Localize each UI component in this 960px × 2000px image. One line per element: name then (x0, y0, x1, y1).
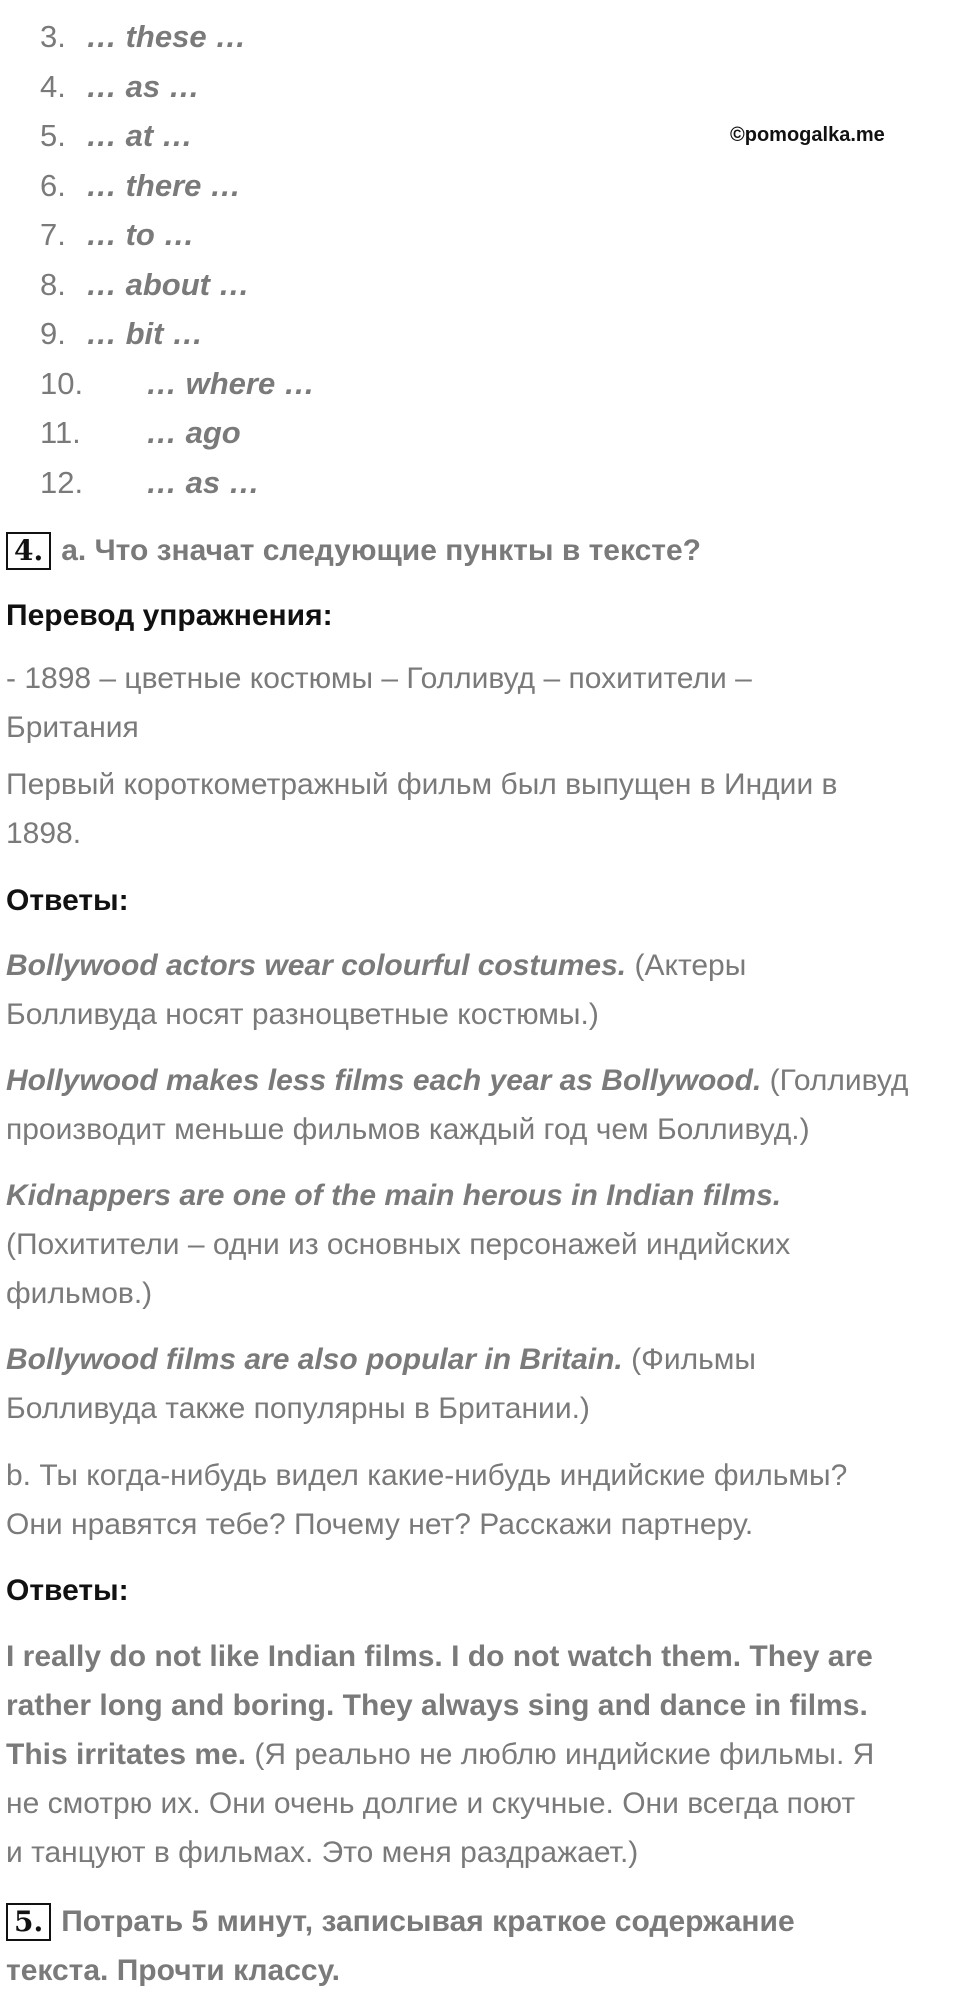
answers-b-heading: Ответы: (6, 1574, 129, 1607)
word-list (40, 12, 315, 507)
list-item-number: 7. (40, 217, 66, 252)
answer-b-line: I really do not like Indian films. I do not watch them. They are (6, 1640, 873, 1673)
list-item-text: … about … (86, 266, 250, 302)
task-5-title-line2: текста. Прочти классу. (6, 1954, 340, 1987)
watermark: ©pomogalka.me (730, 124, 885, 146)
answer-b-line (6, 1730, 952, 1779)
answers-heading: Ответы: (6, 884, 129, 917)
translation-heading: Перевод упражнения: (6, 599, 333, 632)
answer-b-line: rather long and boring. They always sing and dance in films. (6, 1689, 868, 1722)
translation-line: - 1898 – цветные костюмы – Голливуд – похитители – (6, 662, 752, 695)
list-item-number: 5. (40, 118, 66, 153)
answer-line: Болливуда также популярны в Британии.) (6, 1392, 590, 1425)
answer-b-line: не смотрю их. Они очень долгие и скучные. Они всегда поют (6, 1787, 856, 1820)
translation-line: Первый короткометражный фильм был выпущен в Индии в (6, 768, 838, 801)
list-item-text: … as … (86, 68, 200, 104)
task-5-header (6, 1897, 952, 1946)
answer-line (6, 941, 952, 990)
task-5-title: Потрать 5 минут, записывая краткое содержание (61, 1905, 795, 1938)
list-item (40, 12, 315, 62)
answer-en: Bollywood films are also popular in Britain. (6, 1343, 623, 1376)
list-item-text: … where … (146, 365, 315, 401)
list-item-text: … bit … (86, 316, 204, 351)
list-item-number: 4. (40, 68, 66, 104)
list-item-number: 6. (40, 167, 66, 203)
list-item (40, 111, 315, 161)
list-item-text: … there … (86, 167, 242, 203)
answer-ru: (Фильмы (622, 1343, 756, 1376)
answer-line: (Похитители – одни из основных персонажей индийских (6, 1228, 791, 1261)
task-4-number: 4. (6, 532, 51, 570)
task-5-number: 5. (6, 1903, 51, 1941)
answer-b-line: и танцуют в фильмах. Это меня раздражает.) (6, 1836, 639, 1869)
list-item (40, 458, 315, 508)
answer-ru: (Актеры (626, 949, 747, 982)
list-item (40, 359, 315, 409)
answer-en: Bollywood actors wear colourful costumes. (6, 949, 627, 982)
answer-b-ru: (Я реально не люблю индийские фильмы. Я (246, 1738, 875, 1771)
answer-b-en: This irritates me. (6, 1738, 247, 1771)
list-item-text: … at … (86, 118, 193, 153)
answer-line: фильмов.) (6, 1277, 153, 1310)
list-item-text: … as … (146, 464, 260, 500)
list-item-number: 3. (40, 19, 66, 54)
list-item-text: … ago (146, 415, 241, 450)
list-item (40, 408, 315, 458)
part-b-line: Они нравятся тебе? Почему нет? Расскажи партнеру. (6, 1508, 754, 1541)
list-item (40, 210, 315, 260)
task-4-title: a. Что значат следующие пункты в тексте? (61, 534, 701, 567)
part-b-line: b. Ты когда-нибудь видел какие-нибудь индийские фильмы? (6, 1459, 848, 1492)
list-item-number: 12. (40, 464, 84, 500)
list-item (40, 62, 315, 112)
answer-line: производит меньше фильмов каждый год чем Болливуд.) (6, 1113, 810, 1146)
list-item (40, 260, 315, 310)
list-item (40, 161, 315, 211)
list-item-number: 9. (40, 316, 66, 351)
answer-en: Hollywood makes less films each year as Bollywood. (6, 1064, 762, 1097)
translation-line: 1898. (6, 817, 82, 850)
list-item-text: … these … (86, 19, 247, 54)
answer-line (6, 1335, 952, 1384)
list-item-number: 10. (40, 365, 84, 401)
answer-line: Болливуда носят разноцветные костюмы.) (6, 998, 599, 1031)
answer-line (6, 1056, 952, 1105)
answer-ru: (Голливуд (761, 1064, 909, 1097)
list-item-number: 11. (40, 415, 81, 450)
list-item-text: … to … (86, 217, 195, 252)
answer-en: Kidnappers are one of the main herous in Indian films. (6, 1179, 782, 1212)
list-item (40, 309, 315, 359)
task-4-header (6, 526, 952, 575)
list-item-number: 8. (40, 266, 66, 302)
translation-line: Британия (6, 711, 139, 744)
